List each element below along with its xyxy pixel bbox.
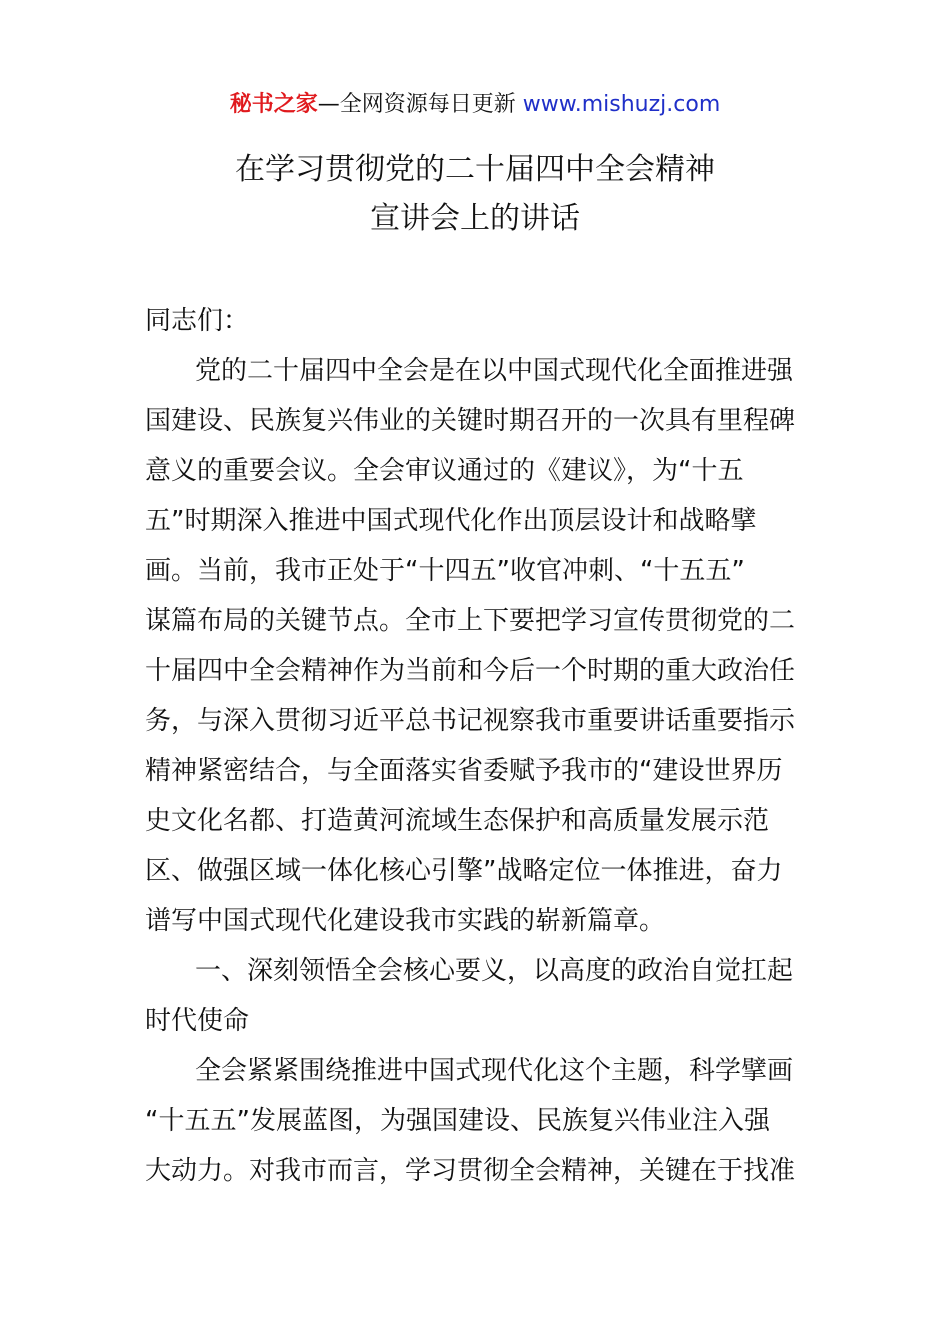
site-header [0, 88, 950, 122]
site-brand: 秘书之家 [229, 92, 318, 117]
paragraph-1-line: 画。当前，我市正处于“十四五”收官冲刺、“十五五” [145, 556, 745, 586]
paragraph-1-line: 精神紧密结合，与全面落实省委赋予我市的“建设世界历 [145, 756, 783, 786]
salutation: 同志们： [145, 306, 250, 336]
site-tagline: 全网资源每日更新 [339, 92, 516, 117]
paragraph-2-line: “十五五”发展蓝图，为强国建设、民族复兴伟业注入强 [145, 1106, 770, 1136]
paragraph-1-line: 史文化名都、打造黄河流域生态保护和高质量发展示范 [145, 806, 770, 836]
paragraph-2-line: 大动力。对我市而言，学习贯彻全会精神，关键在于找准 [145, 1156, 796, 1186]
paragraph-1-line: 谱写中国式现代化建设我市实践的崭新篇章。 [145, 906, 666, 936]
paragraph-1-line: 区、做强区域一体化核心引擎”战略定位一体推进，奋力 [145, 856, 783, 886]
site-url-link[interactable]: www.mishuzj.com [522, 92, 721, 117]
document-title-line-1: 在学习贯彻党的二十届四中全会精神 [235, 152, 715, 187]
document-body [145, 296, 807, 1196]
header-dash: — [317, 92, 340, 117]
paragraph-1-line: 国建设、民族复兴伟业的关键时期召开的一次具有里程碑 [145, 406, 796, 436]
paragraph-1-line: 谋篇布局的关键节点。全市上下要把学习宣传贯彻党的二 [145, 606, 796, 636]
paragraph-2-line: 全会紧紧围绕推进中国式现代化这个主题，科学擘画 [195, 1056, 794, 1086]
paragraph-1-line: 党的二十届四中全会是在以中国式现代化全面推进强 [195, 356, 794, 386]
paragraph-1-line: 意义的重要会议。全会审议通过的《建议》，为“十五 [145, 456, 744, 486]
paragraph-1-line: 五”时期深入推进中国式现代化作出顶层设计和战略擘 [145, 506, 757, 536]
section-heading-1-line: 时代使命 [145, 1006, 250, 1036]
document-title-line-2: 宣讲会上的讲话 [370, 201, 580, 236]
section-heading-1-line: 一、深刻领悟全会核心要义，以高度的政治自觉扛起 [195, 956, 794, 986]
paragraph-1-line: 十届四中全会精神作为当前和今后一个时期的重大政治任 [145, 656, 796, 686]
paragraph-1-line: 务，与深入贯彻习近平总书记视察我市重要讲话重要指示 [145, 706, 796, 736]
